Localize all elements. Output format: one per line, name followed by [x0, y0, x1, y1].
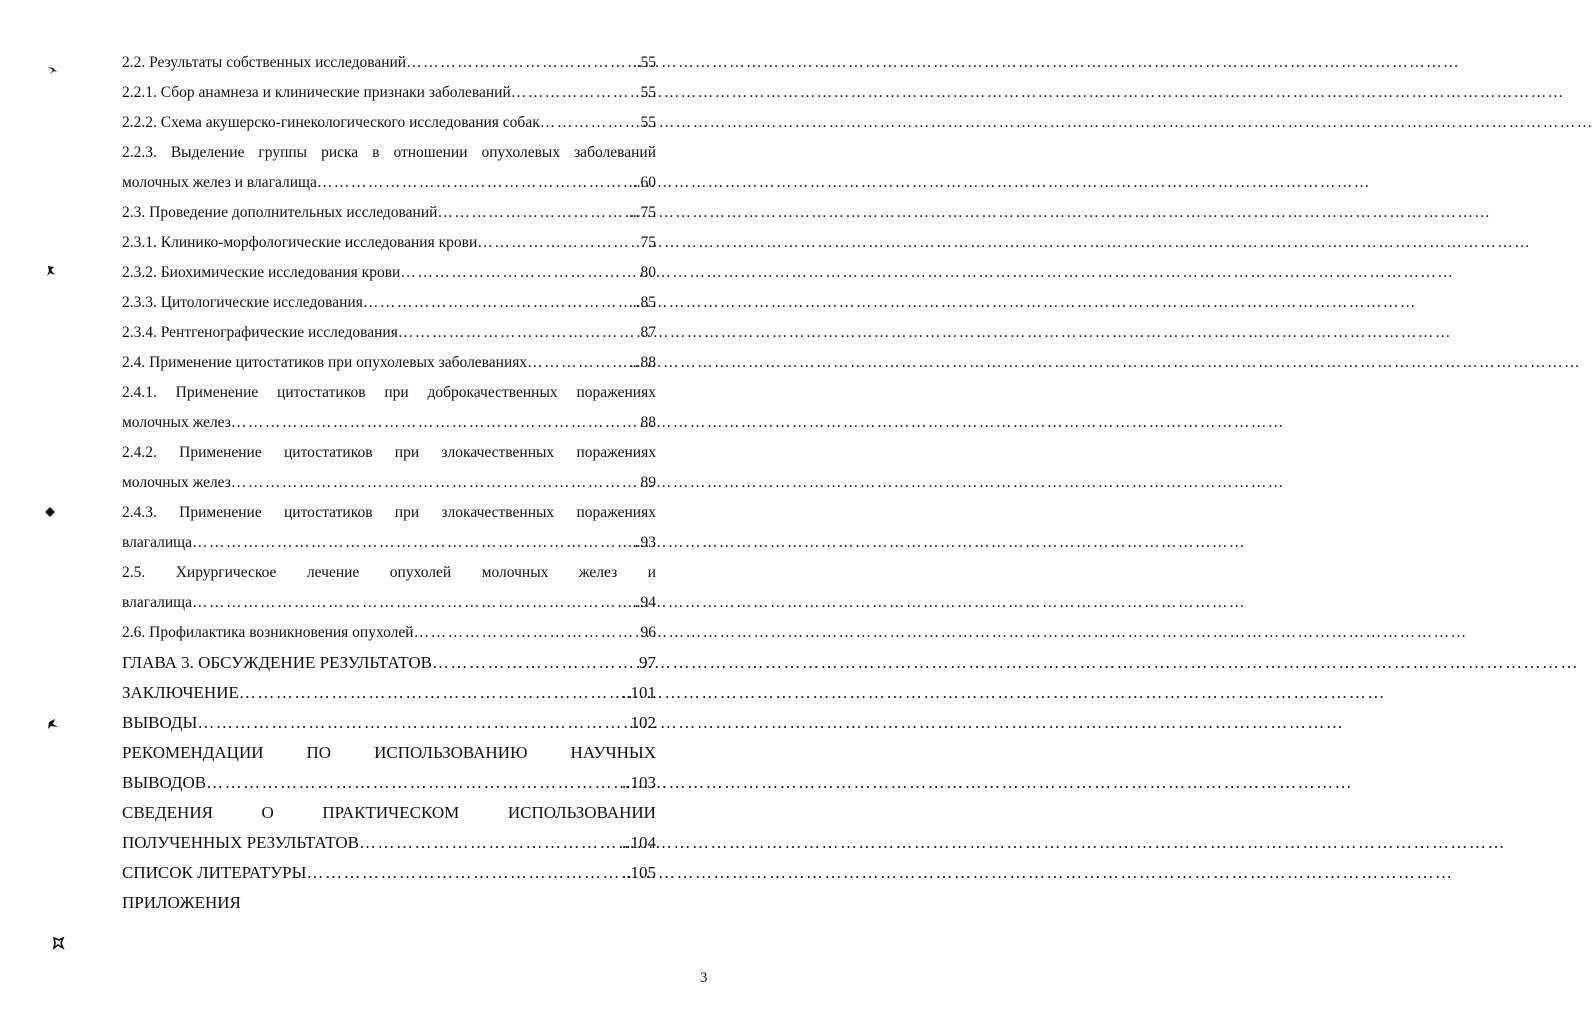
toc-entry-word: 2.5. — [122, 564, 146, 581]
toc-entry-title: 2.2. Результаты собственных исследований — [122, 54, 407, 71]
toc-entry-title: ЗАКЛЮЧЕНИЕ — [122, 683, 239, 702]
toc-entry-word: опухолей — [389, 564, 452, 581]
toc-entry — [122, 558, 656, 588]
toc-entry-word: СВЕДЕНИЯ — [122, 803, 213, 822]
toc-entry-word: цитостатиков — [277, 384, 366, 401]
scan-mark-icon — [45, 265, 57, 277]
toc-entry-word: 2.4.1. — [122, 384, 157, 401]
toc-entry-word: злокачественных — [441, 504, 555, 521]
toc-entry-word: РЕКОМЕНДАЦИИ — [122, 743, 264, 762]
toc-dot-leader — [192, 588, 633, 618]
toc-entry-word: 2.4.2. — [122, 444, 157, 461]
toc-entry-page: ..104 — [622, 833, 656, 852]
toc-entry-word: злокачественных — [441, 444, 555, 461]
toc-entry-title: ПОЛУЧЕННЫХ РЕЗУЛЬТАТОВ — [122, 833, 359, 852]
toc-entry-word: молочных — [481, 564, 549, 581]
toc-entry-title: молочных желез и влагалища — [122, 174, 317, 191]
toc-entry-page: 55 — [640, 84, 656, 101]
toc-entry — [122, 618, 656, 648]
toc-entry-page: 97 — [639, 653, 656, 672]
toc-entry-title: влагалища — [122, 534, 192, 551]
toc-entry-title: 2.3.1. Клинико-морфологические исследования крови — [122, 234, 478, 251]
toc-entry-page: ..103 — [622, 773, 656, 792]
toc-entry-word: поражениях — [576, 444, 656, 461]
toc-entry-word: желез — [578, 564, 618, 581]
toc-entry-title: 2.3. Проведение дополнительных исследований — [122, 204, 438, 221]
toc-entry — [122, 408, 656, 438]
toc-entry — [122, 738, 656, 768]
toc-entry-word: в — [372, 144, 380, 161]
toc-entry-word: риска — [321, 144, 359, 161]
toc-entry — [122, 768, 656, 798]
toc-entry-title: 2.4. Применение цитостатиков при опухолевых заболеваниях — [122, 354, 528, 371]
toc-dot-leader — [437, 198, 628, 228]
toc-dot-leader — [406, 48, 633, 78]
toc-entry-page: ...75 — [628, 204, 656, 221]
toc-dot-leader — [432, 648, 639, 678]
toc-entry-page: ..60 — [632, 174, 656, 191]
toc-entry-word: 2.4.3. — [122, 504, 157, 521]
toc-entry-title: влагалища — [122, 594, 192, 611]
toc-entry-word: ИСПОЛЬЗОВАНИЮ — [374, 743, 528, 762]
toc-entry-word: 2.2.3. — [122, 144, 157, 161]
toc-dot-leader — [363, 288, 633, 318]
toc-entry-page: 96 — [640, 624, 656, 641]
scan-mark-icon — [44, 506, 56, 518]
toc-dot-leader — [306, 858, 622, 888]
toc-entry-title: ВЫВОДЫ — [122, 713, 198, 732]
toc-dot-leader — [231, 468, 641, 498]
toc-dot-leader — [206, 768, 622, 798]
toc-entry — [122, 378, 656, 408]
toc-entry-page: 102 — [630, 713, 656, 732]
toc-entry-word: поражениях — [576, 384, 656, 401]
toc-entry-word: цитостатиков — [284, 504, 373, 521]
toc-dot-leader — [400, 258, 640, 288]
toc-dot-leader — [398, 318, 641, 348]
toc-entry-word: заболеваний — [574, 144, 656, 161]
toc-entry — [122, 438, 656, 468]
toc-entry-page: ..94 — [632, 594, 656, 611]
toc-dot-leader — [540, 108, 641, 138]
toc-entry — [122, 48, 656, 78]
toc-entry-title: молочных желез — [122, 414, 231, 431]
toc-entry-word: О — [261, 803, 274, 822]
toc-entry-word: при — [394, 444, 420, 461]
toc-entry — [122, 138, 656, 168]
toc-entry-title: 2.3.3. Цитологические исследования — [122, 294, 363, 311]
toc-entry-word: НАУЧНЫХ — [570, 743, 656, 762]
toc-entry-word: отношении — [393, 144, 468, 161]
table-of-contents — [122, 48, 656, 918]
toc-entry-word: цитостатиков — [284, 444, 373, 461]
toc-entry-word: ПО — [306, 743, 332, 762]
toc-entry-word: лечение — [306, 564, 360, 581]
toc-entry-word: Выделение — [170, 144, 245, 161]
toc-entry-title: 2.3.4. Рентгенографические исследования — [122, 324, 398, 341]
toc-entry-page: ..101 — [622, 683, 656, 702]
toc-entry-word: при — [384, 384, 409, 401]
toc-entry-page: 87 — [640, 324, 656, 341]
toc-entry-title: 2.3.2. Биохимические исследования крови — [122, 264, 401, 281]
toc-entry-title: СПИСОК ЛИТЕРАТУРЫ — [122, 863, 307, 882]
toc-entry — [122, 198, 656, 228]
toc-entry — [122, 348, 656, 378]
toc-entry — [122, 528, 656, 558]
toc-entry-word: поражениях — [576, 504, 656, 521]
toc-entry-page: 88 — [640, 414, 656, 431]
toc-entry-page: 89 — [640, 474, 656, 491]
toc-entry-title: ВЫВОДОВ — [122, 773, 207, 792]
toc-entry-word: ИСПОЛЬЗОВАНИИ — [507, 803, 656, 822]
toc-entry-word: Применение — [179, 444, 262, 461]
toc-dot-leader — [359, 828, 622, 858]
toc-entry-title: 2.2.1. Сбор анамнеза и клинические признаки заболеваний — [122, 84, 511, 101]
toc-dot-leader — [192, 528, 633, 558]
scan-mark-icon — [47, 718, 59, 730]
page-number: 3 — [700, 970, 708, 986]
toc-dot-leader — [317, 168, 633, 198]
toc-entry-page: ..93 — [632, 534, 656, 551]
toc-entry: ПРИЛОЖЕНИЯ — [122, 893, 241, 912]
toc-entry — [122, 258, 656, 288]
scan-mark-icon — [51, 936, 63, 948]
toc-dot-leader — [477, 228, 640, 258]
toc-entry-word: ПРАКТИЧЕСКОМ — [322, 803, 460, 822]
toc-entry-word: группы — [258, 144, 308, 161]
toc-entry — [122, 288, 656, 318]
toc-entry-page: 75 — [640, 234, 656, 251]
toc-entry — [122, 168, 656, 198]
toc-entry-word: Применение — [175, 384, 259, 401]
toc-entry-page: ..55 — [632, 54, 656, 71]
toc-entry-page: ...88 — [628, 354, 656, 371]
toc-entry — [122, 798, 656, 828]
toc-entry-word: опухолевых — [481, 144, 561, 161]
toc-entry-title: 2.2.2. Схема акушерско-гинекологического исследования собак — [122, 114, 540, 131]
toc-entry — [122, 828, 656, 858]
toc-entry — [122, 648, 656, 678]
toc-dot-leader — [414, 618, 641, 648]
toc-dot-leader — [511, 78, 641, 108]
toc-entry — [122, 78, 656, 108]
toc-dot-leader — [197, 708, 630, 738]
toc-entry-title: молочных желез — [122, 474, 231, 491]
toc-entry — [122, 468, 656, 498]
toc-entry-word: и — [647, 564, 656, 581]
toc-entry-word: доброкачественных — [427, 384, 558, 401]
toc-entry — [122, 228, 656, 258]
toc-entry-word: Хирургическое — [175, 564, 277, 581]
toc-entry-page: 80 — [640, 264, 656, 281]
toc-dot-leader — [231, 408, 641, 438]
toc-dot-leader — [239, 678, 622, 708]
toc-entry-title: ГЛАВА 3. ОБСУЖДЕНИЕ РЕЗУЛЬТАТОВ — [122, 653, 432, 672]
toc-entry — [122, 108, 656, 138]
toc-entry — [122, 678, 656, 708]
toc-entry — [122, 498, 656, 528]
toc-entry-page: ..85 — [632, 294, 656, 311]
scan-mark-icon — [46, 64, 58, 76]
toc-entry — [122, 708, 656, 738]
toc-entry — [122, 318, 656, 348]
toc-dot-leader — [527, 348, 629, 378]
toc-entry-word: Применение — [179, 504, 262, 521]
toc-entry-page: 55 — [640, 114, 656, 131]
toc-entry-word: при — [394, 504, 420, 521]
toc-entry — [122, 588, 656, 618]
toc-entry — [122, 858, 656, 888]
toc-entry-page: ..105 — [622, 863, 656, 882]
toc-entry-title: 2.6. Профилактика возникновения опухолей — [122, 624, 414, 641]
